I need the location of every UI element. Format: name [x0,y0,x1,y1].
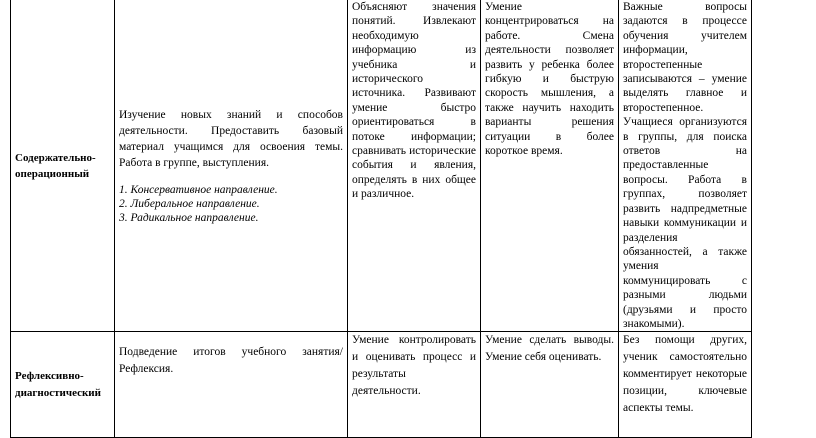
cognitive-cell: Объясняют значения понятий. Извлекают необходимую информацию из учебника и исторического источника. Развивают умение быстро ориентироваться в потоке информации; сравнивать исторические события и явления, определять в них общее и различное. [348,0,481,332]
content-cell [115,0,348,332]
content-text: Изучение новых знаний и способов деятельности. Предоставить базовый материал учащимся для освоения темы. Работа в группе, выступления. [119,108,343,169]
content-cell: Подведение итогов учебного занятия/Рефлексия. [115,332,348,438]
cognitive-cell: Умение контролировать и оценивать процесс и результаты деятельности. [348,332,481,438]
communicative-cell: Важные вопросы задаются в процессе обучения учителем информации, второстепенные записываются – умение выделять главное и второстепенное. Учащиеся организуются в группы, для поиска ответов на предоставленные вопросы. Работа в группах, позволяет развить надпредметные навыки коммуникации и разделения обязанностей, а также умения коммуницировать с разными людьми (друзьями и просто знакомыми). [619,0,752,332]
stage-cell: Рефлексивно-диагностический [11,332,115,438]
directions-list [119,183,343,225]
list-item: 3. Радикальное направление. [119,211,259,224]
stage-cell: Содержательно-операционный [11,0,115,332]
regulative-cell: Умение сделать выводы. Умение себя оценивать. [481,332,619,438]
communicative-cell: Без помощи других, ученик самостоятельно комментирует некоторые позиции, ключевые аспекты темы. [619,332,752,438]
list-item: 2. Либеральное направление. [119,197,260,210]
table-row [11,332,752,438]
lesson-plan-table [10,0,752,438]
regulative-cell: Умение концентрироваться на работе. Смена деятельности позволяет развить у ребенка более гибкую и быструю скорость мышления, а также научить находить варианты решения ситуации в более короткое время. [481,0,619,332]
list-item: 1. Консервативное направление. [119,183,278,196]
table-row [11,0,752,332]
